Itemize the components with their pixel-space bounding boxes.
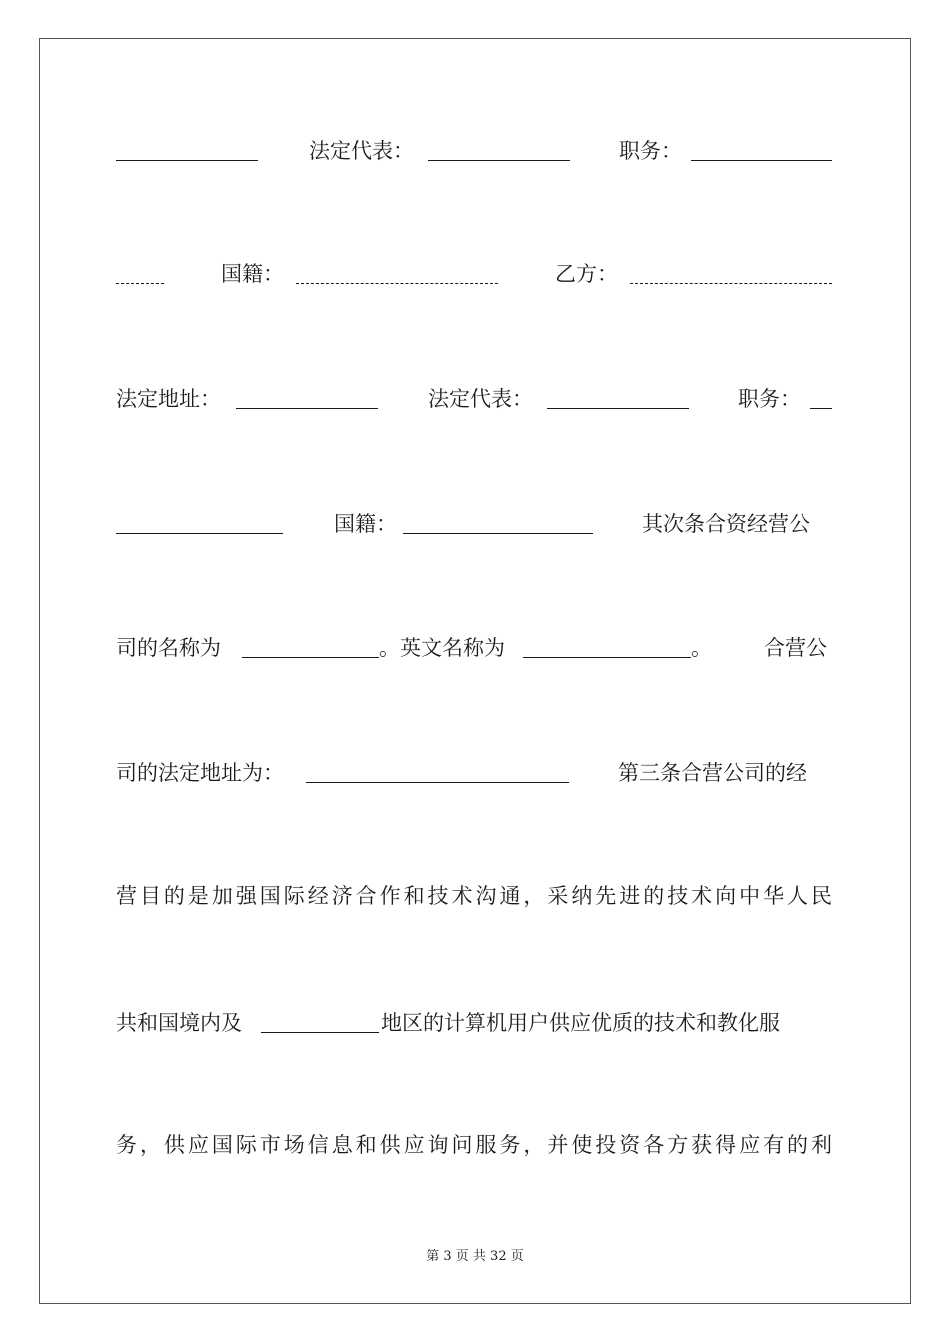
fill-blank: [116, 160, 258, 161]
text-legal-address: 司的法定地址为：: [116, 761, 284, 785]
fill-blank: [116, 533, 283, 534]
article-3-heading: 第三条合营公司的经: [618, 761, 807, 785]
text-line: [116, 384, 832, 414]
body-text-line: 务，供应国际市场信息和供应询问服务，并使投资各方获得应有的利: [116, 1133, 832, 1157]
fill-blank: [810, 408, 832, 409]
label-position: 职务：: [738, 387, 801, 411]
label-legal-representative: 法定代表：: [428, 387, 533, 411]
fill-blank: [428, 160, 570, 161]
fill-blank: [306, 782, 569, 783]
body-text-line: 营目的是加强国际经济合作和技术沟通，采纳先进的技术向中华人民: [116, 884, 832, 908]
fill-blank: [630, 283, 832, 284]
fill-blank: [296, 283, 498, 284]
text-line: [116, 259, 832, 289]
fill-blank: [242, 657, 379, 658]
fill-blank: [236, 408, 378, 409]
page-border: [39, 38, 911, 1304]
text-period: 。: [691, 636, 712, 660]
page-number: 第 3 页 共 32 页: [426, 1249, 524, 1264]
text-line: [116, 136, 832, 166]
fill-blank: [261, 1032, 379, 1033]
label-legal-address: 法定地址：: [116, 387, 221, 411]
text-line: [116, 1008, 832, 1038]
text-jv-company: 合营公: [764, 636, 827, 660]
fill-blank: [547, 408, 689, 409]
label-party-b: 乙方：: [555, 262, 618, 286]
label-position: 职务：: [619, 139, 682, 163]
text-line: [116, 633, 832, 663]
text-line: [116, 509, 832, 539]
label-nationality: 国籍：: [221, 262, 284, 286]
fill-blank: [116, 283, 164, 284]
label-legal-representative: 法定代表：: [309, 139, 414, 163]
fill-blank: [691, 160, 832, 161]
fill-blank: [403, 533, 593, 534]
article-2-heading: 其次条合资经营公: [642, 512, 810, 536]
text-line: [116, 758, 832, 788]
text-company-name: 司的名称为: [116, 636, 221, 660]
text-english-name: 。英文名称为: [379, 636, 505, 660]
text-region-services: 地区的计算机用户供应优质的技术和教化服: [381, 1011, 780, 1035]
label-nationality: 国籍：: [334, 512, 397, 536]
fill-blank: [523, 657, 691, 658]
text-territory: 共和国境内及: [116, 1011, 242, 1035]
